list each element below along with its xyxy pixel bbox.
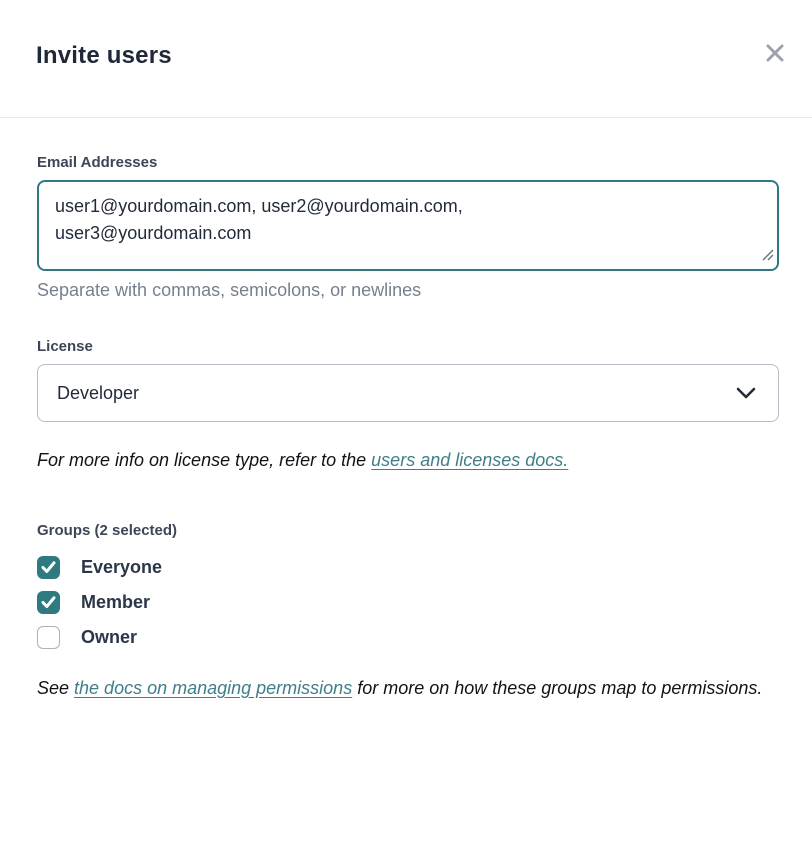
group-list [37, 555, 779, 649]
group-row-owner [37, 625, 779, 649]
checkbox-member[interactable] [37, 591, 60, 614]
group-label-everyone: Everyone [81, 556, 163, 577]
checkbox-owner[interactable] [37, 626, 60, 649]
checkmark-icon [41, 561, 56, 574]
modal-body [0, 118, 812, 704]
license-label: License [37, 338, 93, 355]
checkmark-icon [41, 596, 56, 609]
email-addresses-input[interactable] [37, 180, 779, 271]
license-section [37, 338, 779, 471]
groups-note-suffix: for more on how these groups map to permissions. [352, 678, 763, 698]
license-info-text [37, 450, 779, 471]
email-addresses-label: Email Addresses [37, 154, 158, 171]
email-section [37, 154, 779, 301]
page-title: Invite users [36, 42, 172, 69]
groups-note-prefix: See [37, 678, 75, 698]
license-info-prefix: For more info on license type, refer to the [37, 450, 372, 470]
users-licenses-docs-link[interactable]: users and licenses docs. [371, 450, 569, 470]
groups-label: Groups (2 selected) [37, 522, 178, 539]
email-textarea-wrap [37, 180, 779, 271]
group-row-member [37, 590, 779, 614]
chevron-down-icon [736, 387, 756, 399]
groups-note-text [37, 672, 779, 704]
checkbox-everyone[interactable] [37, 556, 60, 579]
email-helper-text: Separate with commas, semicolons, or newlines [37, 280, 422, 300]
modal-header [0, 0, 812, 118]
license-select[interactable] [37, 364, 779, 422]
close-button[interactable] [762, 40, 788, 66]
license-selected-value: Developer [57, 382, 140, 403]
group-label-member: Member [81, 591, 151, 612]
close-icon [764, 42, 786, 64]
managing-permissions-docs-link[interactable]: the docs on managing permissions [74, 678, 353, 698]
group-label-owner: Owner [81, 626, 138, 647]
groups-section [37, 522, 779, 704]
group-row-everyone [37, 555, 779, 579]
